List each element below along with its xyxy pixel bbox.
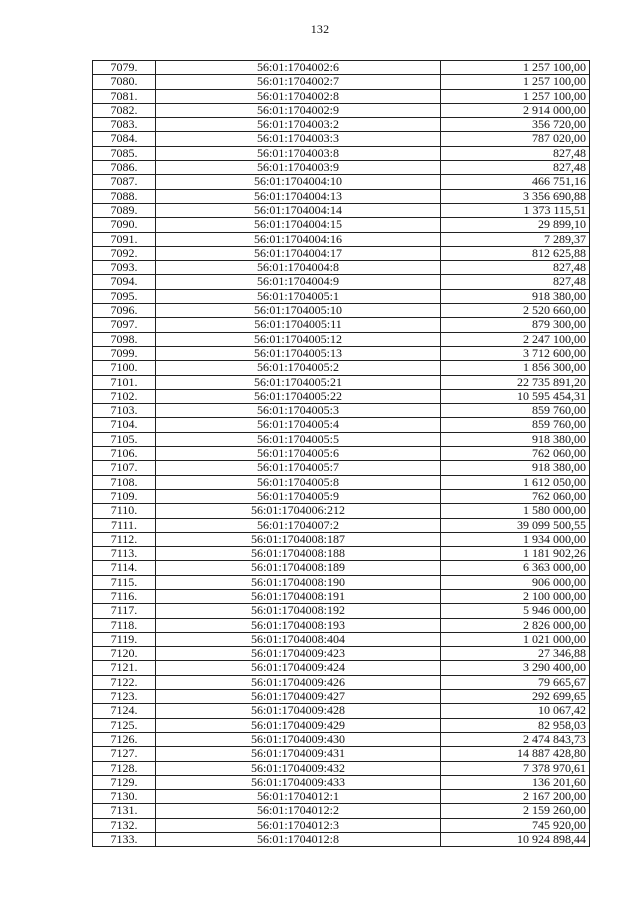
table-row: [93, 246, 590, 260]
table-row: [93, 275, 590, 289]
cadastral-number-cell: 56:01:1704008:191: [156, 589, 441, 603]
row-number-cell: 7080.: [93, 75, 156, 89]
table-row: [93, 775, 590, 789]
table-row: [93, 361, 590, 375]
table-row: [93, 203, 590, 217]
cadastral-value-cell: 10 067,42: [441, 704, 590, 718]
cadastral-value-cell: 79 665,67: [441, 675, 590, 689]
cadastral-value-cell: 3 356 690,88: [441, 189, 590, 203]
row-number-cell: 7085.: [93, 146, 156, 160]
row-number-cell: 7110.: [93, 504, 156, 518]
cadastral-number-cell: 56:01:1704005:11: [156, 318, 441, 332]
cadastral-value-table: [92, 60, 590, 847]
cadastral-value-cell: 466 751,16: [441, 175, 590, 189]
cadastral-number-cell: 56:01:1704004:14: [156, 203, 441, 217]
cadastral-number-cell: 56:01:1704012:1: [156, 790, 441, 804]
row-number-cell: 7079.: [93, 61, 156, 75]
table-row: [93, 647, 590, 661]
cadastral-number-cell: 56:01:1704008:187: [156, 532, 441, 546]
table-row: [93, 704, 590, 718]
table-row: [93, 318, 590, 332]
cadastral-value-cell: 1 021 000,00: [441, 632, 590, 646]
row-number-cell: 7118.: [93, 618, 156, 632]
cadastral-value-cell: 136 201,60: [441, 775, 590, 789]
cadastral-number-cell: 56:01:1704005:5: [156, 432, 441, 446]
cadastral-number-cell: 56:01:1704004:10: [156, 175, 441, 189]
cadastral-value-cell: 6 363 000,00: [441, 561, 590, 575]
row-number-cell: 7082.: [93, 103, 156, 117]
cadastral-value-cell: 2 826 000,00: [441, 618, 590, 632]
row-number-cell: 7089.: [93, 203, 156, 217]
table-row: [93, 146, 590, 160]
table-row: [93, 690, 590, 704]
cadastral-number-cell: 56:01:1704005:7: [156, 461, 441, 475]
cadastral-number-cell: 56:01:1704005:4: [156, 418, 441, 432]
row-number-cell: 7086.: [93, 161, 156, 175]
row-number-cell: 7122.: [93, 675, 156, 689]
cadastral-value-cell: 1 373 115,51: [441, 203, 590, 217]
row-number-cell: 7099.: [93, 346, 156, 360]
cadastral-value-cell: 918 380,00: [441, 461, 590, 475]
row-number-cell: 7105.: [93, 432, 156, 446]
cadastral-value-cell: 2 247 100,00: [441, 332, 590, 346]
row-number-cell: 7103.: [93, 404, 156, 418]
cadastral-value-cell: 812 625,88: [441, 246, 590, 260]
row-number-cell: 7119.: [93, 632, 156, 646]
table-row: [93, 618, 590, 632]
cadastral-value-cell: 918 380,00: [441, 432, 590, 446]
cadastral-number-cell: 56:01:1704008:193: [156, 618, 441, 632]
row-number-cell: 7087.: [93, 175, 156, 189]
cadastral-number-cell: 56:01:1704005:6: [156, 447, 441, 461]
cadastral-value-cell: 1 257 100,00: [441, 89, 590, 103]
cadastral-value-cell: 22 735 891,20: [441, 375, 590, 389]
row-number-cell: 7104.: [93, 418, 156, 432]
table-row: [93, 547, 590, 561]
cadastral-value-cell: 762 060,00: [441, 447, 590, 461]
table-row: [93, 418, 590, 432]
cadastral-number-cell: 56:01:1704005:3: [156, 404, 441, 418]
row-number-cell: 7091.: [93, 232, 156, 246]
cadastral-value-cell: 356 720,00: [441, 118, 590, 132]
row-number-cell: 7094.: [93, 275, 156, 289]
table-row: [93, 575, 590, 589]
cadastral-number-cell: 56:01:1704008:190: [156, 575, 441, 589]
row-number-cell: 7107.: [93, 461, 156, 475]
table-row: [93, 661, 590, 675]
cadastral-number-cell: 56:01:1704009:423: [156, 647, 441, 661]
table-row: [93, 675, 590, 689]
cadastral-value-cell: 7 289,37: [441, 232, 590, 246]
cadastral-number-cell: 56:01:1704002:6: [156, 61, 441, 75]
cadastral-number-cell: 56:01:1704003:3: [156, 132, 441, 146]
cadastral-value-cell: 1 612 050,00: [441, 475, 590, 489]
table-row: [93, 761, 590, 775]
row-number-cell: 7128.: [93, 761, 156, 775]
table-row: [93, 818, 590, 832]
cadastral-number-cell: 56:01:1704009:431: [156, 747, 441, 761]
row-number-cell: 7097.: [93, 318, 156, 332]
cadastral-value-cell: 10 924 898,44: [441, 833, 590, 847]
table-row: [93, 375, 590, 389]
table-row: [93, 175, 590, 189]
table-row: [93, 504, 590, 518]
cadastral-number-cell: 56:01:1704003:2: [156, 118, 441, 132]
cadastral-number-cell: 56:01:1704005:12: [156, 332, 441, 346]
cadastral-value-cell: 1 257 100,00: [441, 61, 590, 75]
cadastral-value-cell: 2 167 200,00: [441, 790, 590, 804]
row-number-cell: 7130.: [93, 790, 156, 804]
row-number-cell: 7113.: [93, 547, 156, 561]
table-row: [93, 304, 590, 318]
cadastral-value-cell: 10 595 454,31: [441, 389, 590, 403]
table-row: [93, 518, 590, 532]
row-number-cell: 7096.: [93, 304, 156, 318]
cadastral-number-cell: 56:01:1704009:426: [156, 675, 441, 689]
cadastral-value-cell: 14 887 428,80: [441, 747, 590, 761]
cadastral-value-cell: 29 899,10: [441, 218, 590, 232]
cadastral-number-cell: 56:01:1704004:9: [156, 275, 441, 289]
table-row: [93, 132, 590, 146]
table-row: [93, 732, 590, 746]
table-row: [93, 289, 590, 303]
cadastral-value-cell: 7 378 970,61: [441, 761, 590, 775]
table-row: [93, 632, 590, 646]
table-row: [93, 447, 590, 461]
table-row: [93, 218, 590, 232]
cadastral-value-cell: 859 760,00: [441, 418, 590, 432]
table-row: [93, 261, 590, 275]
row-number-cell: 7083.: [93, 118, 156, 132]
cadastral-number-cell: 56:01:1704002:7: [156, 75, 441, 89]
cadastral-number-cell: 56:01:1704012:3: [156, 818, 441, 832]
cadastral-value-cell: 918 380,00: [441, 289, 590, 303]
row-number-cell: 7129.: [93, 775, 156, 789]
cadastral-value-cell: 1 934 000,00: [441, 532, 590, 546]
row-number-cell: 7112.: [93, 532, 156, 546]
cadastral-number-cell: 56:01:1704009:428: [156, 704, 441, 718]
cadastral-value-cell: 859 760,00: [441, 404, 590, 418]
cadastral-value-cell: 879 300,00: [441, 318, 590, 332]
table-row: [93, 718, 590, 732]
cadastral-value-cell: 27 346,88: [441, 647, 590, 661]
row-number-cell: 7120.: [93, 647, 156, 661]
row-number-cell: 7093.: [93, 261, 156, 275]
table-row: [93, 604, 590, 618]
cadastral-number-cell: 56:01:1704005:13: [156, 346, 441, 360]
cadastral-number-cell: 56:01:1704008:189: [156, 561, 441, 575]
cadastral-value-cell: 1 181 902,26: [441, 547, 590, 561]
cadastral-number-cell: 56:01:1704006:212: [156, 504, 441, 518]
cadastral-number-cell: 56:01:1704005:10: [156, 304, 441, 318]
row-number-cell: 7117.: [93, 604, 156, 618]
table-row: [93, 489, 590, 503]
row-number-cell: 7132.: [93, 818, 156, 832]
row-number-cell: 7092.: [93, 246, 156, 260]
cadastral-value-cell: 1 257 100,00: [441, 75, 590, 89]
table-row: [93, 346, 590, 360]
table-row: [93, 389, 590, 403]
row-number-cell: 7100.: [93, 361, 156, 375]
cadastral-number-cell: 56:01:1704009:433: [156, 775, 441, 789]
row-number-cell: 7121.: [93, 661, 156, 675]
row-number-cell: 7081.: [93, 89, 156, 103]
cadastral-value-cell: 827,48: [441, 146, 590, 160]
row-number-cell: 7133.: [93, 833, 156, 847]
cadastral-value-cell: 1 856 300,00: [441, 361, 590, 375]
cadastral-number-cell: 56:01:1704002:9: [156, 103, 441, 117]
cadastral-value-cell: 39 099 500,55: [441, 518, 590, 532]
cadastral-value-cell: 745 920,00: [441, 818, 590, 832]
table-row: [93, 790, 590, 804]
row-number-cell: 7109.: [93, 489, 156, 503]
row-number-cell: 7106.: [93, 447, 156, 461]
cadastral-number-cell: 56:01:1704005:8: [156, 475, 441, 489]
cadastral-number-cell: 56:01:1704005:9: [156, 489, 441, 503]
cadastral-number-cell: 56:01:1704005:22: [156, 389, 441, 403]
table-row: [93, 189, 590, 203]
cadastral-number-cell: 56:01:1704008:404: [156, 632, 441, 646]
cadastral-number-cell: 56:01:1704002:8: [156, 89, 441, 103]
row-number-cell: 7116.: [93, 589, 156, 603]
table-row: [93, 461, 590, 475]
cadastral-number-cell: 56:01:1704004:8: [156, 261, 441, 275]
row-number-cell: 7101.: [93, 375, 156, 389]
table-row: [93, 432, 590, 446]
cadastral-value-cell: 292 699,65: [441, 690, 590, 704]
table-row: [93, 561, 590, 575]
table-row: [93, 589, 590, 603]
cadastral-value-cell: 3 712 600,00: [441, 346, 590, 360]
cadastral-number-cell: 56:01:1704004:15: [156, 218, 441, 232]
cadastral-number-cell: 56:01:1704009:432: [156, 761, 441, 775]
row-number-cell: 7090.: [93, 218, 156, 232]
cadastral-number-cell: 56:01:1704012:8: [156, 833, 441, 847]
table-row: [93, 61, 590, 75]
cadastral-number-cell: 56:01:1704005:2: [156, 361, 441, 375]
table-row: [93, 532, 590, 546]
row-number-cell: 7102.: [93, 389, 156, 403]
cadastral-number-cell: 56:01:1704004:17: [156, 246, 441, 260]
cadastral-value-cell: 2 914 000,00: [441, 103, 590, 117]
row-number-cell: 7123.: [93, 690, 156, 704]
cadastral-value-cell: 82 958,03: [441, 718, 590, 732]
cadastral-number-cell: 56:01:1704007:2: [156, 518, 441, 532]
table-row: [93, 804, 590, 818]
table-row: [93, 747, 590, 761]
row-number-cell: 7098.: [93, 332, 156, 346]
cadastral-number-cell: 56:01:1704008:188: [156, 547, 441, 561]
cadastral-number-cell: 56:01:1704005:1: [156, 289, 441, 303]
cadastral-number-cell: 56:01:1704009:424: [156, 661, 441, 675]
table-row: [93, 332, 590, 346]
row-number-cell: 7115.: [93, 575, 156, 589]
cadastral-value-cell: 1 580 000,00: [441, 504, 590, 518]
table-row: [93, 833, 590, 847]
cadastral-value-cell: 827,48: [441, 261, 590, 275]
cadastral-number-cell: 56:01:1704012:2: [156, 804, 441, 818]
cadastral-value-cell: 787 020,00: [441, 132, 590, 146]
cadastral-number-cell: 56:01:1704003:8: [156, 146, 441, 160]
table-row: [93, 232, 590, 246]
table-row: [93, 89, 590, 103]
table-row: [93, 103, 590, 117]
cadastral-number-cell: 56:01:1704009:430: [156, 732, 441, 746]
row-number-cell: 7124.: [93, 704, 156, 718]
cadastral-value-cell: 2 520 660,00: [441, 304, 590, 318]
row-number-cell: 7084.: [93, 132, 156, 146]
cadastral-number-cell: 56:01:1704005:21: [156, 375, 441, 389]
cadastral-number-cell: 56:01:1704004:13: [156, 189, 441, 203]
cadastral-value-cell: 2 100 000,00: [441, 589, 590, 603]
cadastral-value-cell: 2 159 260,00: [441, 804, 590, 818]
page-number: 132: [310, 22, 330, 36]
row-number-cell: 7095.: [93, 289, 156, 303]
cadastral-number-cell: 56:01:1704004:16: [156, 232, 441, 246]
row-number-cell: 7114.: [93, 561, 156, 575]
row-number-cell: 7108.: [93, 475, 156, 489]
table-row: [93, 118, 590, 132]
cadastral-value-cell: 762 060,00: [441, 489, 590, 503]
row-number-cell: 7111.: [93, 518, 156, 532]
cadastral-value-cell: 827,48: [441, 275, 590, 289]
row-number-cell: 7127.: [93, 747, 156, 761]
cadastral-number-cell: 56:01:1704009:427: [156, 690, 441, 704]
cadastral-value-cell: 906 000,00: [441, 575, 590, 589]
cadastral-value-cell: 5 946 000,00: [441, 604, 590, 618]
row-number-cell: 7131.: [93, 804, 156, 818]
row-number-cell: 7125.: [93, 718, 156, 732]
cadastral-value-cell: 827,48: [441, 161, 590, 175]
row-number-cell: 7126.: [93, 732, 156, 746]
cadastral-number-cell: 56:01:1704009:429: [156, 718, 441, 732]
cadastral-number-cell: 56:01:1704003:9: [156, 161, 441, 175]
table-row: [93, 161, 590, 175]
cadastral-number-cell: 56:01:1704008:192: [156, 604, 441, 618]
row-number-cell: 7088.: [93, 189, 156, 203]
table-row: [93, 404, 590, 418]
table-row: [93, 75, 590, 89]
cadastral-value-cell: 2 474 843,73: [441, 732, 590, 746]
table-row: [93, 475, 590, 489]
table-body: [93, 61, 590, 847]
cadastral-value-cell: 3 290 400,00: [441, 661, 590, 675]
